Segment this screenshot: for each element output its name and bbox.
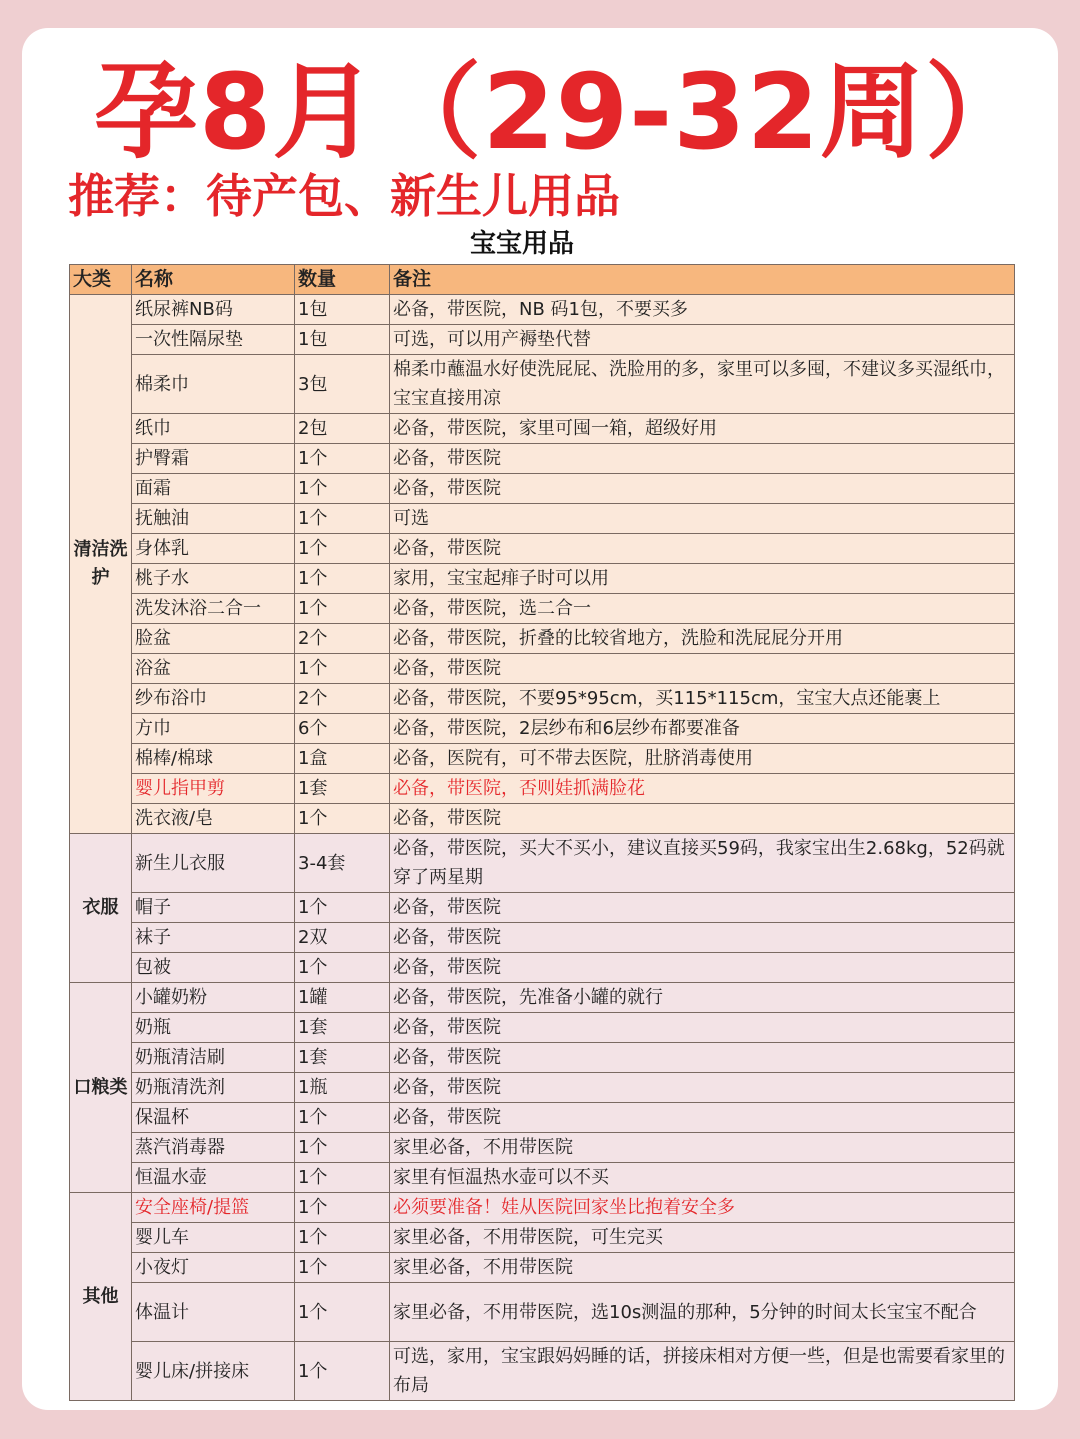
item-name: 恒温水壶 <box>132 1163 295 1193</box>
item-remark: 必备，医院有，可不带去医院，肚脐消毒使用 <box>390 744 1015 774</box>
table-row <box>70 295 1015 325</box>
item-name: 奶瓶 <box>132 1013 295 1043</box>
item-quantity: 1个 <box>295 1253 390 1283</box>
item-quantity: 1个 <box>295 1133 390 1163</box>
item-remark: 必备，带医院，家里可囤一箱，超级好用 <box>390 414 1015 444</box>
table-row <box>70 1342 1015 1401</box>
header-quantity: 数量 <box>295 265 390 295</box>
item-quantity: 1个 <box>295 654 390 684</box>
item-remark: 家里必备，不用带医院 <box>390 1253 1015 1283</box>
item-name: 抚触油 <box>132 504 295 534</box>
header-remark: 备注 <box>390 265 1015 295</box>
item-name: 棉棒/棉球 <box>132 744 295 774</box>
item-quantity: 1瓶 <box>295 1073 390 1103</box>
item-quantity: 1盒 <box>295 744 390 774</box>
item-name: 奶瓶清洗剂 <box>132 1073 295 1103</box>
item-name: 婴儿指甲剪 <box>132 774 295 804</box>
table-row <box>70 1043 1015 1073</box>
table-row <box>70 744 1015 774</box>
item-name: 帽子 <box>132 893 295 923</box>
item-remark: 必备，带医院 <box>390 923 1015 953</box>
item-name: 纱布浴巾 <box>132 684 295 714</box>
page-subtitle: 推荐：待产包、新生儿用品 <box>68 169 620 223</box>
table-row <box>70 1163 1015 1193</box>
item-quantity: 1个 <box>295 1342 390 1401</box>
table-row <box>70 1103 1015 1133</box>
item-quantity: 1个 <box>295 444 390 474</box>
table-row <box>70 325 1015 355</box>
table-row <box>70 534 1015 564</box>
table-row <box>70 774 1015 804</box>
item-remark: 必备，带医院，选二合一 <box>390 594 1015 624</box>
table-row <box>70 1013 1015 1043</box>
table-row <box>70 504 1015 534</box>
item-quantity: 1个 <box>295 534 390 564</box>
item-remark: 家里必备，不用带医院，选10s测温的那种，5分钟的时间太长宝宝不配合 <box>390 1283 1015 1342</box>
item-quantity: 1个 <box>295 1223 390 1253</box>
item-name: 脸盆 <box>132 624 295 654</box>
table-row <box>70 714 1015 744</box>
item-name: 面霜 <box>132 474 295 504</box>
table-row <box>70 893 1015 923</box>
baby-items-table <box>69 264 1014 1401</box>
table-row <box>70 444 1015 474</box>
table-row <box>70 983 1015 1013</box>
item-remark: 必备，带医院 <box>390 444 1015 474</box>
table-row <box>70 594 1015 624</box>
page-title: 孕8月（29-32周） <box>94 51 1030 173</box>
item-name: 护臀霜 <box>132 444 295 474</box>
item-name: 安全座椅/提篮 <box>132 1193 295 1223</box>
item-remark: 必备，带医院，2层纱布和6层纱布都要准备 <box>390 714 1015 744</box>
item-name: 奶瓶清洁刷 <box>132 1043 295 1073</box>
table-row <box>70 1133 1015 1163</box>
item-quantity: 2个 <box>295 684 390 714</box>
table-row <box>70 1283 1015 1342</box>
item-quantity: 3包 <box>295 355 390 414</box>
item-remark: 棉柔巾蘸温水好使洗屁屁、洗脸用的多，家里可以多囤，不建议多买湿纸巾，宝宝直接用凉 <box>390 355 1015 414</box>
item-name: 婴儿车 <box>132 1223 295 1253</box>
item-quantity: 1套 <box>295 774 390 804</box>
item-name: 袜子 <box>132 923 295 953</box>
item-remark: 必备，带医院 <box>390 893 1015 923</box>
item-remark: 必备，带医院，NB 码1包，不要买多 <box>390 295 1015 325</box>
item-quantity: 1个 <box>295 504 390 534</box>
table-row <box>70 564 1015 594</box>
content-card <box>22 28 1058 1410</box>
table-row <box>70 1073 1015 1103</box>
item-name: 包被 <box>132 953 295 983</box>
item-name: 洗衣液/皂 <box>132 804 295 834</box>
item-remark: 必须要准备！娃从医院回家坐比抱着安全多 <box>390 1193 1015 1223</box>
item-quantity: 1包 <box>295 295 390 325</box>
item-remark: 家里必备，不用带医院 <box>390 1133 1015 1163</box>
item-quantity: 1个 <box>295 474 390 504</box>
table-row <box>70 834 1015 893</box>
table-row <box>70 624 1015 654</box>
item-remark: 可选，家用，宝宝跟妈妈睡的话，拼接床相对方便一些，但是也需要看家里的布局 <box>390 1342 1015 1401</box>
item-name: 身体乳 <box>132 534 295 564</box>
item-name: 棉柔巾 <box>132 355 295 414</box>
item-quantity: 2包 <box>295 414 390 444</box>
item-remark: 可选 <box>390 504 1015 534</box>
item-remark: 必备，带医院 <box>390 654 1015 684</box>
item-name: 桃子水 <box>132 564 295 594</box>
item-name: 小夜灯 <box>132 1253 295 1283</box>
item-quantity: 1个 <box>295 804 390 834</box>
category-cell-cloth: 衣服 <box>70 834 132 983</box>
item-quantity: 1个 <box>295 893 390 923</box>
category-cell-food: 口粮类 <box>70 983 132 1193</box>
item-name: 保温杯 <box>132 1103 295 1133</box>
item-name: 纸巾 <box>132 414 295 444</box>
item-remark: 家用，宝宝起痱子时可以用 <box>390 564 1015 594</box>
item-name: 一次性隔尿垫 <box>132 325 295 355</box>
item-quantity: 2个 <box>295 624 390 654</box>
item-quantity: 6个 <box>295 714 390 744</box>
item-remark: 必备，带医院，先准备小罐的就行 <box>390 983 1015 1013</box>
table-row <box>70 414 1015 444</box>
item-remark: 必备，带医院，折叠的比较省地方，洗脸和洗屁屁分开用 <box>390 624 1015 654</box>
item-name: 婴儿床/拼接床 <box>132 1342 295 1401</box>
table-row <box>70 1193 1015 1223</box>
item-name: 小罐奶粉 <box>132 983 295 1013</box>
section-title: 宝宝用品 <box>469 229 574 259</box>
item-quantity: 1个 <box>295 594 390 624</box>
item-remark: 必备，带医院 <box>390 474 1015 504</box>
table-row <box>70 654 1015 684</box>
table-row <box>70 1223 1015 1253</box>
table-body <box>70 295 1015 1401</box>
table-row <box>70 1253 1015 1283</box>
item-quantity: 1个 <box>295 564 390 594</box>
table-row <box>70 474 1015 504</box>
item-remark: 家里必备，不用带医院，可生完买 <box>390 1223 1015 1253</box>
item-name: 浴盆 <box>132 654 295 684</box>
table-row <box>70 355 1015 414</box>
item-remark: 必备，带医院，否则娃抓满脸花 <box>390 774 1015 804</box>
item-name: 洗发沐浴二合一 <box>132 594 295 624</box>
table-row <box>70 923 1015 953</box>
item-quantity: 1个 <box>295 1103 390 1133</box>
item-name: 体温计 <box>132 1283 295 1342</box>
item-remark: 家里有恒温热水壶可以不买 <box>390 1163 1015 1193</box>
item-quantity: 1包 <box>295 325 390 355</box>
item-name: 蒸汽消毒器 <box>132 1133 295 1163</box>
item-remark: 必备，带医院，不要95*95cm，买115*115cm，宝宝大点还能裹上 <box>390 684 1015 714</box>
item-remark: 必备，带医院 <box>390 1013 1015 1043</box>
item-remark: 必备，带医院 <box>390 534 1015 564</box>
item-remark: 可选，可以用产褥垫代替 <box>390 325 1015 355</box>
table-row <box>70 804 1015 834</box>
item-quantity: 1个 <box>295 1163 390 1193</box>
category-cell-other: 其他 <box>70 1193 132 1401</box>
item-quantity: 1套 <box>295 1043 390 1073</box>
table-row <box>70 953 1015 983</box>
item-quantity: 1个 <box>295 953 390 983</box>
item-remark: 必备，带医院，买大不买小，建议直接买59码，我家宝出生2.68kg，52码就穿了两星期 <box>390 834 1015 893</box>
item-quantity: 3-4套 <box>295 834 390 893</box>
item-name: 纸尿裤NB码 <box>132 295 295 325</box>
header-category: 大类 <box>70 265 132 295</box>
item-quantity: 1套 <box>295 1013 390 1043</box>
table-row <box>70 684 1015 714</box>
item-quantity: 1罐 <box>295 983 390 1013</box>
item-remark: 必备，带医院 <box>390 953 1015 983</box>
header-name: 名称 <box>132 265 295 295</box>
item-quantity: 1个 <box>295 1283 390 1342</box>
item-quantity: 2双 <box>295 923 390 953</box>
item-quantity: 1个 <box>295 1193 390 1223</box>
item-remark: 必备，带医院 <box>390 1073 1015 1103</box>
item-remark: 必备，带医院 <box>390 804 1015 834</box>
item-name: 方巾 <box>132 714 295 744</box>
item-name: 新生儿衣服 <box>132 834 295 893</box>
table-header-row <box>70 265 1015 295</box>
item-remark: 必备，带医院 <box>390 1043 1015 1073</box>
category-cell-clean: 清洁洗护 <box>70 295 132 834</box>
item-remark: 必备，带医院 <box>390 1103 1015 1133</box>
